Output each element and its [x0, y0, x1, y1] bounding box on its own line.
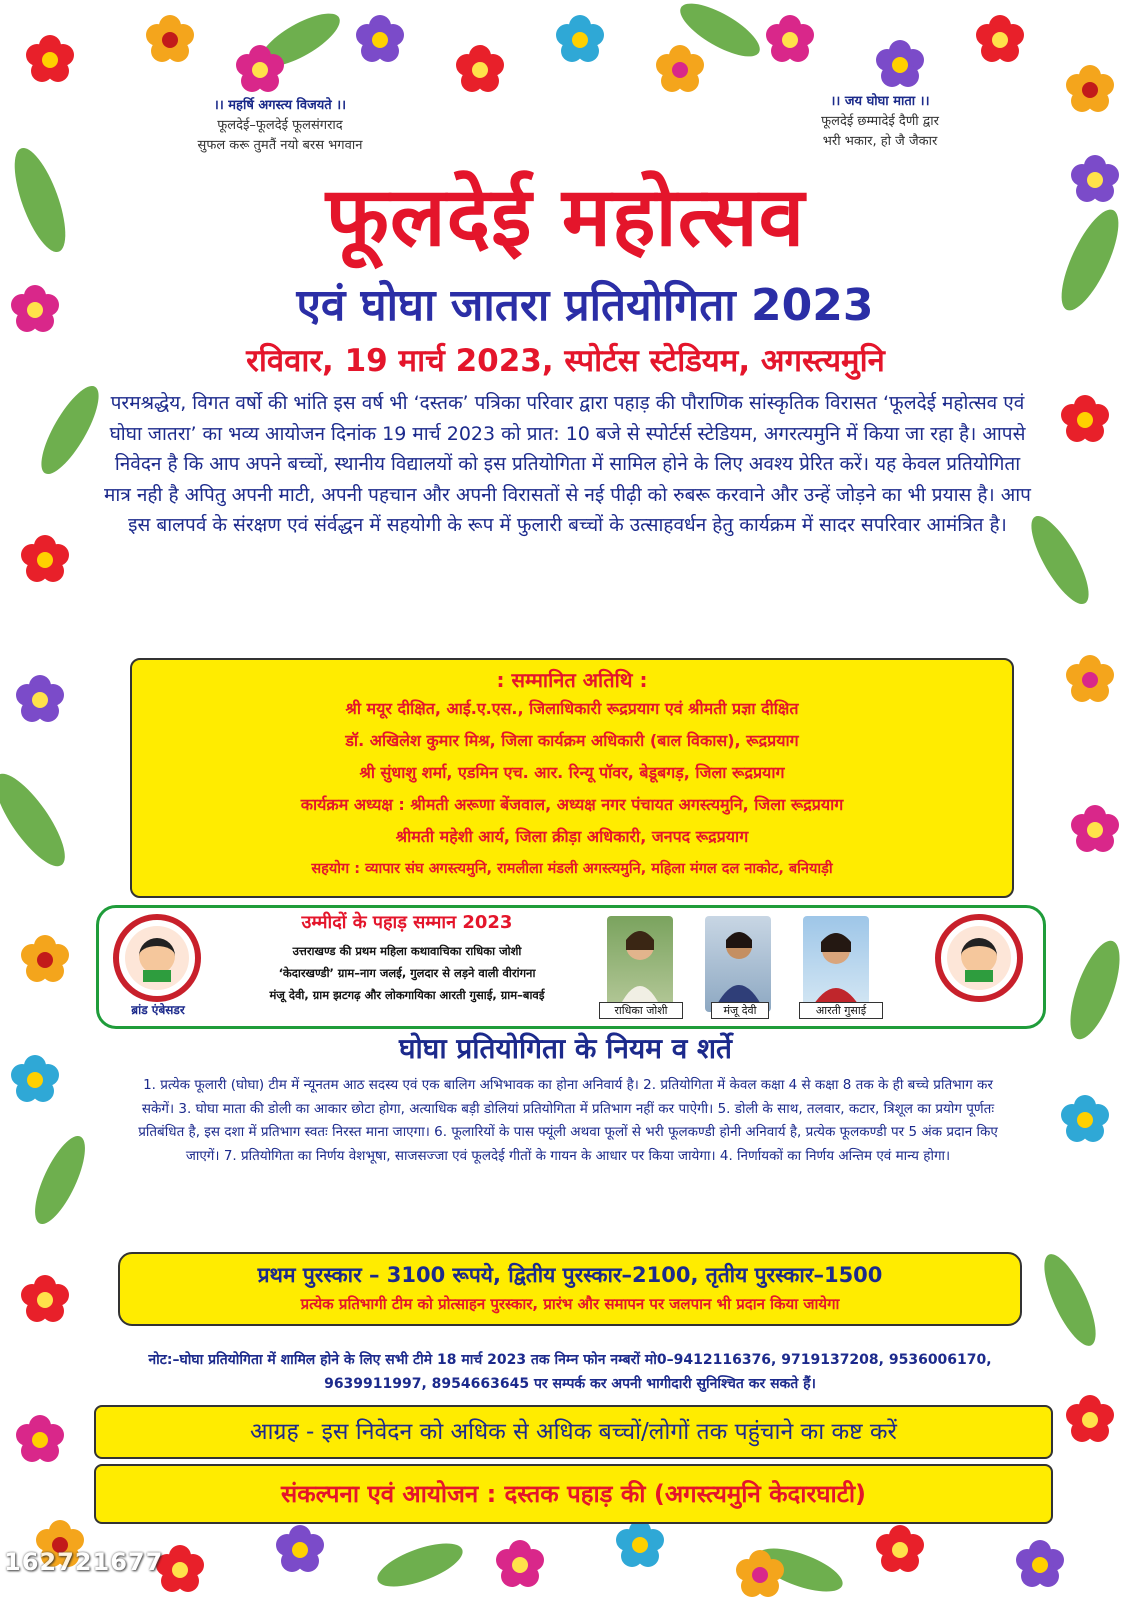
left-motto — [160, 96, 400, 156]
left-motto-title: ।। महर्षि अगस्त्य विजयते ।। — [213, 98, 347, 113]
stock-image-id: 162721677 — [4, 1548, 164, 1576]
guests-heading: : सम्मानित अतिथि : — [496, 668, 648, 692]
ambassador-line1: उत्तराखण्ड की प्रथम महिला कथावाचिका राधिका जोशी — [292, 944, 522, 958]
support-line: सहयोग : व्यापार संघ अगस्त्यमुनि, रामलीला मंडली अगस्त्यमुनि, महिला मंगल दल नाकोट, बनियाड़ी — [311, 861, 833, 877]
guest-line: श्री सुंधाशु शर्मा, एडमिन एच. आर. रिन्यू पॉवर, बेडूबगड़, जिला रूद्रप्रयाग — [359, 763, 785, 782]
rules-text: 1. प्रत्येक फूलारी (घोघा) टीम में न्यूनतम आठ सदस्य एवं एक बालिग अभिभावक का होना अनिवार्य है। 2. प्रतियोगिता में केवल कक्षा 4 से कक्षा 8 तक के ही बच्चे प्रतिभाग कर सकेगें। 3. घोघा माता की डोली का आकार छोटा होगा, अत्याधिक बड़ी डोलियां प्रतियोगिता में प्रतिभाग नहीं कर पाऐगी। 5. डोली के साथ, तलवार, कटार, त्रिशूल का प्रयोग पूर्णतः प्रतिबंधित है, इस दशा में प्रतिभाग स्वतः निरस्त माना जाएगा। 6. फूलारियों के पास फ्यूंली अथवा फूलों से भरी फूलकण्डी होनी अनिवार्य है, प्रत्येक फूलकण्डी पर 5 अंक प्रदान किए जाएगें। 7. प्रतियोगिता का निर्णय वेशभूषा, साजसज्जा एवं फूलदेई गीतों के गायन के आधार पर किया जायेगा। 4. निर्णायकों का निर्णय अन्तिम एवं मान्य होगा। — [138, 1077, 998, 1164]
ambassador-heading: उम्मीदों के पहाड़ सम्मान 2023 — [301, 912, 513, 933]
main-title: फूलदेई महोत्सव — [325, 170, 806, 265]
photo-caption: मंजू देवी — [711, 1002, 769, 1019]
right-motto-line1: फूलदेई छम्मादेई दैणी द्वार — [821, 114, 939, 129]
left-motto-line2: सुफल करू तुमतैं नयो बरस भगवान — [197, 138, 363, 153]
right-motto — [770, 92, 990, 152]
organizer-text: संकल्पना एवं आयोजन : दस्तक पहाड़ की (अगस्त्यमुनि केदारघाटी) — [280, 1480, 867, 1508]
brand-ambassador-caption: ब्रांड एंबेसडर — [131, 1003, 185, 1017]
photo-caption: राधिका जोशी — [599, 1002, 683, 1019]
rules-title: घोघा प्रतियोगिता के नियम व शर्ते — [398, 1032, 733, 1065]
ambassador-description — [217, 940, 597, 1006]
event-date-venue: रविवार, 19 मार्च 2023, स्पोर्टस स्टेडियम, अगस्त्यमुनि — [246, 343, 885, 379]
sub-title: एवं घोघा जातरा प्रतियोगिता 2023 — [296, 280, 874, 331]
photo-caption: आरती गुसाई — [799, 1002, 883, 1019]
guest-line: श्रीमती महेशी आर्य, जिला क्रीड़ा अधिकारी, जनपद रूद्रप्रयाग — [395, 827, 749, 846]
honored-guests-box — [130, 658, 1014, 898]
photo-aarti-gusai — [803, 916, 869, 1012]
contact-note: नोट:–घोघा प्रतियोगिता में शामिल होने के लिए सभी टीमे 18 मार्च 2023 तक निम्न फोन नम्बरों मो0–9412116376, 9719137208, 9536006170, 9639911997, 8954663645 पर सम्पर्क कर अपनी भागीदारी सुनिश्चित कर सकते हैं। — [148, 1352, 992, 1392]
guest-line: श्री मयूर दीक्षित, आई.ए.एस., जिलाधिकारी रूद्रप्रयाग एवं श्रीमती प्रज्ञा दीक्षित — [345, 699, 799, 718]
appeal-text: आग्रह - इस निवेदन को अधिक से अधिक बच्चों/लोगों तक पहुंचाने का कष्ट करें — [250, 1419, 897, 1445]
ambassador-box — [96, 905, 1046, 1029]
invitation-text: परमश्रद्धेय, विगत वर्षो की भांति इस वर्ष भी ‘दस्तक’ पत्रिका परिवार द्वारा पहाड़ की पौराणिक सांस्कृतिक विरासत ‘फूलदेई महोत्सव एवं घोघा जातरा’ का भव्य आयोजन दिनांक 19 मार्च 2023 को प्रात: 10 बजे से स्पोर्टर्स स्टेडियम, अगरत्यमुनि में किया जा रहा है। आपसे निवेदन है कि आप अपने बच्चों, स्थानीय विद्यालयों को इस प्रतियोगिता में सामिल होने के लिए अवश्य प्रेरित करें। यह केवल प्रतियोगिता मात्र नही है अपितु अपनी माटी, अपनी पहचान और अपनी विरासतों से नई पीढ़ी को रुबरू करवाने और उन्हें जोड़ने का भी प्रयास है। आप इस बालपर्व के संरक्षण एवं संर्वद्धन में सहयोगी के रूप में फुलारी बच्चों के उत्साहवर्धन हेतु कार्यक्रम में सादर सपरिवार आमंत्रित है। — [104, 392, 1031, 536]
right-motto-title: ।। जय घोघा माता ।। — [830, 94, 930, 109]
prize-note: प्रत्येक प्रतिभागी टीम को प्रोत्साहन पुरस्कार, प्रारंभ और समापन पर जलपान भी प्रदान किया जायेगा — [300, 1295, 840, 1313]
left-motto-line1: फूलदेई–फूलदेई फूलसंगराद — [217, 118, 343, 133]
program-chair-line: कार्यक्रम अध्यक्ष : श्रीमती अरूणा बेंजवाल, अध्यक्ष नगर पंचायत अगस्त्यमुनि, जिला रूद्रप्रयाग — [300, 795, 844, 814]
prize-amounts: प्रथम पुरस्कार – 3100 रूपये, द्वितीय पुरस्कार–2100, तृतीय पुरस्कार–1500 — [257, 1263, 883, 1287]
ambassador-line2: ‘केदारखण्डी’ ग्राम–नाग जलई, गुलदार से लड़ने वाली वीरांगना — [278, 966, 536, 980]
ambassador-line3: मंजू देवी, ग्राम झटगढ़ और लोकगायिका आरती गुसाई, ग्राम–बावई — [269, 988, 545, 1002]
photo-manju-devi — [705, 916, 771, 1012]
prize-box — [118, 1252, 1022, 1326]
photo-radhika-joshi — [607, 916, 673, 1012]
organizer-box — [94, 1464, 1053, 1524]
guest-line: डॉ. अखिलेश कुमार मिश्र, जिला कार्यक्रम अधिकारी (बाल विकास), रूद्रप्रयाग — [345, 731, 799, 750]
appeal-box — [94, 1405, 1053, 1459]
right-motto-line2: भरी भकार, हो जै जैकार — [822, 134, 938, 149]
beti-bachao-logo-right — [935, 914, 1023, 1002]
beti-bachao-logo-left — [113, 914, 201, 1002]
